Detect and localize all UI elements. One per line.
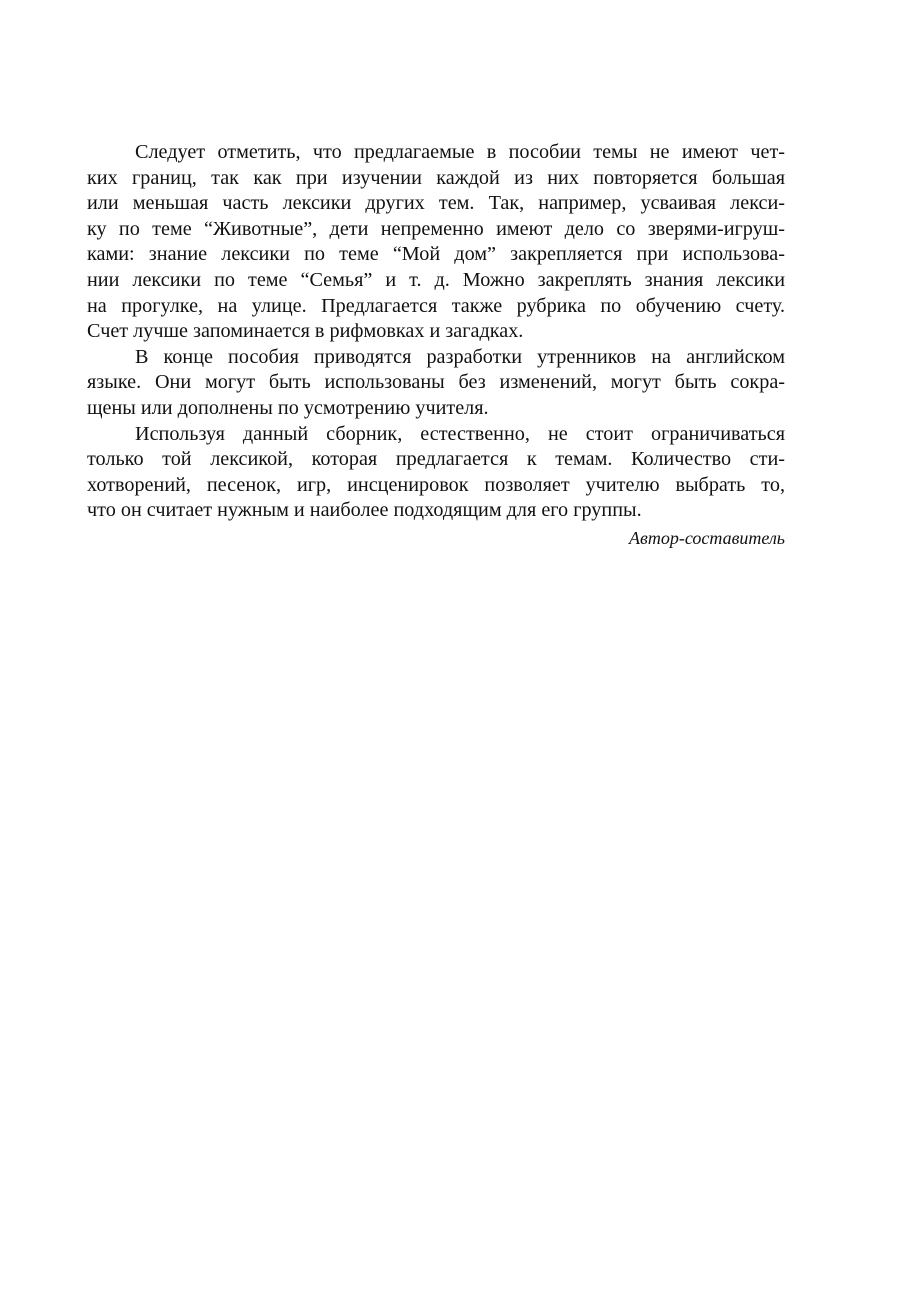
text-line: что он считает нужным и наиболее подходящим для его группы. bbox=[87, 499, 642, 522]
text-line: нии лексики по теме “Семья” и т. д. Можно закреплять знания лексики bbox=[87, 268, 785, 291]
text-line: ких границ, так как при изучении каждой из них повторяется большая bbox=[87, 166, 785, 189]
text-line: Используя данный сборник, естественно, не стоит ограничиваться bbox=[135, 422, 785, 445]
text-line: или меньшая часть лексики других тем. Так, например, усваивая лекси- bbox=[87, 192, 785, 215]
page-content bbox=[87, 140, 785, 551]
text-line: В конце пособия приводятся разработки утренников на английском bbox=[135, 345, 785, 368]
author-signature: Автор-составитель bbox=[629, 527, 785, 548]
text-line: Следует отметить, что предлагаемые в пособии темы не имеют чет- bbox=[135, 141, 785, 163]
text-line: на прогулке, на улице. Предлагается также рубрика по обучению счету. bbox=[87, 294, 785, 317]
paragraph-1 bbox=[87, 140, 785, 345]
text-line: ками: знание лексики по теме “Мой дом” закрепляется при использова- bbox=[87, 243, 785, 266]
text-line: только той лексикой, которая предлагается к темам. Количество сти- bbox=[87, 448, 785, 471]
text-line: хотворений, песенок, игр, инсценировок позволяет учителю выбрать то, bbox=[87, 473, 785, 496]
paragraph-2 bbox=[87, 345, 785, 422]
text-line: Счет лучше запоминается в рифмовках и загадках. bbox=[87, 320, 524, 343]
text-line: щены или дополнены по усмотрению учителя. bbox=[87, 396, 489, 419]
paragraph-3 bbox=[87, 422, 785, 524]
text-line: ку по теме “Животные”, дети непременно имеют дело со зверями-игруш- bbox=[87, 217, 785, 240]
text-line: языке. Они могут быть использованы без изменений, могут быть сокра- bbox=[87, 371, 785, 394]
